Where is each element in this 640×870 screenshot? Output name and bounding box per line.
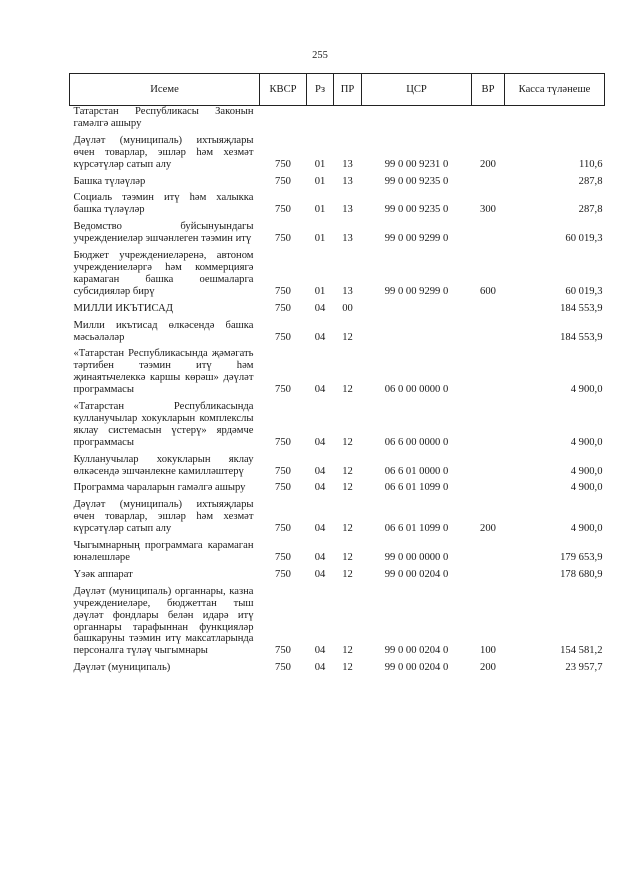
- cell-pr: 13: [342, 158, 353, 170]
- cell-amount: 4 900,0: [570, 465, 603, 477]
- cell-pr: 13: [342, 285, 353, 297]
- cell-kvsr: 750: [275, 233, 291, 245]
- header-vr: ВР: [472, 74, 505, 106]
- table-row: [70, 216, 605, 245]
- cell-vr: [472, 216, 505, 245]
- table-row: [70, 315, 605, 344]
- cell-name: Социаль тәэмин итү һәм халыкка башка түләүләр: [73, 192, 254, 216]
- cell-rz: 01: [314, 175, 326, 187]
- table-row: [70, 564, 605, 581]
- cell-name: Ведомство буйсынуындагы учреждениеләр эшчәнлеген тәэмин итү: [73, 221, 254, 245]
- cell-amount: [505, 106, 605, 130]
- cell-csr: [362, 298, 472, 315]
- cell-vr: [472, 343, 505, 396]
- cell-amount: 23 957,7: [565, 662, 603, 674]
- cell-csr: 06 0 00 0000 0: [384, 384, 449, 396]
- cell-pr: 00: [342, 302, 353, 314]
- cell-pr: 12: [342, 331, 353, 343]
- cell-amount: 184 553,9: [560, 302, 603, 314]
- cell-rz: 04: [314, 384, 326, 396]
- cell-pr: 12: [342, 436, 353, 448]
- cell-kvsr: 750: [275, 645, 291, 657]
- cell-vr: 200: [480, 662, 496, 674]
- cell-kvsr: 750: [275, 302, 291, 314]
- cell-rz: 04: [314, 645, 326, 657]
- cell-amount: 184 553,9: [560, 331, 603, 343]
- cell-amount: 287,8: [578, 204, 603, 216]
- cell-pr: 13: [342, 204, 353, 216]
- cell-name: «Татарстан Республикасында җәмәгать тәртибен тәэмин итү һәм җинаятьчелеккә каршы көрәш» дәүләт программасы: [73, 348, 254, 396]
- cell-amount: 60 019,3: [565, 285, 603, 297]
- cell-name: Чыгымнарның программага карамаган юнәлешләре: [73, 540, 254, 563]
- table-row: [70, 171, 605, 188]
- cell-name: Башка түләүләр: [73, 175, 146, 187]
- table-row: [70, 477, 605, 494]
- cell-amount: 4 900,0: [570, 482, 603, 494]
- cell-amount: 4 900,0: [570, 523, 603, 535]
- cell-rz: [307, 106, 334, 130]
- cell-kvsr: 750: [275, 465, 291, 477]
- cell-pr: 12: [342, 523, 353, 535]
- cell-name: Дәүләт (муниципаль) органнары, казна учреждениеләре, бюджеттан тыш дәүләт фондлары белән идарә итү органнары тарафыннан функцияләр башкаруны тәэмин итү максатларында персоналга түләү чыгымнары: [73, 585, 254, 657]
- cell-pr: 13: [342, 233, 353, 245]
- table-row: [70, 535, 605, 564]
- table-row: [70, 396, 605, 449]
- cell-csr: 99 0 00 0204 0: [384, 645, 449, 657]
- cell-kvsr: 750: [275, 568, 291, 580]
- cell-amount: 179 653,9: [560, 552, 603, 563]
- cell-pr: 12: [342, 662, 353, 674]
- cell-pr: 12: [342, 568, 353, 580]
- cell-rz: 04: [314, 662, 326, 674]
- header-pr: ПР: [334, 74, 362, 106]
- cell-rz: 04: [314, 568, 326, 580]
- cell-csr: 06 6 00 0000 0: [384, 436, 449, 448]
- cell-csr: [362, 106, 472, 130]
- table-row: [70, 187, 605, 216]
- cell-name: Милли икътисад өлкәсендә башка мәсьәләләр: [73, 319, 254, 343]
- cell-name: Программа чараларын гамәлгә ашыру: [73, 482, 246, 494]
- cell-rz: 04: [314, 482, 326, 494]
- cell-rz: 01: [314, 204, 326, 216]
- cell-vr: [472, 106, 505, 130]
- header-csr: ЦСР: [362, 74, 472, 106]
- budget-table: [69, 73, 605, 674]
- cell-name: Үзәк аппарат: [73, 568, 133, 580]
- cell-csr: 99 0 00 0204 0: [384, 568, 449, 580]
- cell-rz: 01: [314, 285, 326, 297]
- cell-name: Кулланучылар хокукларын яклау өлкәсендә эшчәнлекне камилләштерү: [73, 453, 254, 477]
- cell-vr: [472, 298, 505, 315]
- table-row: [70, 449, 605, 478]
- cell-kvsr: 750: [275, 285, 291, 297]
- cell-name: Дәүләт (муниципаль) ихтыяҗлары өчен товарлар, эшләр һәм хезмәт күрсәтүләр сатып алу: [73, 134, 254, 170]
- table-row: [70, 298, 605, 315]
- cell-name: «Татарстан Республикасында кулланучылар хокукларын комплекслы яклау системасын үстерү» ярдәмче программасы: [73, 401, 254, 448]
- cell-rz: 04: [314, 523, 326, 535]
- cell-csr: 06 6 01 1099 0: [384, 523, 449, 535]
- cell-amount: 110,6: [579, 158, 603, 170]
- cell-kvsr: 750: [275, 482, 291, 494]
- cell-pr: 12: [342, 552, 353, 563]
- cell-csr: 99 0 00 9231 0: [384, 158, 449, 170]
- cell-csr: 99 0 00 0204 0: [384, 662, 449, 674]
- cell-kvsr: 750: [275, 436, 291, 448]
- header-kassa: Касса түләнеше: [505, 74, 605, 106]
- cell-pr: 12: [342, 645, 353, 657]
- cell-kvsr: 750: [275, 552, 291, 563]
- cell-vr: 300: [480, 204, 496, 216]
- cell-vr: [472, 564, 505, 581]
- cell-pr: 12: [342, 465, 353, 477]
- cell-kvsr: 750: [275, 331, 291, 343]
- cell-csr: 99 0 00 9299 0: [384, 285, 449, 297]
- cell-rz: 04: [314, 302, 326, 314]
- cell-name: Бюджет учреждениеләренә, автоном учреждениеләргә һәм коммерциягә карамаган башка оешмаларга субсидияләр бирү: [73, 250, 254, 297]
- cell-name: МИЛЛИ ИКЪТИСАД: [73, 302, 173, 314]
- cell-name: Дәүләт (муниципаль) ихтыяҗлары өчен товарлар, эшләр һәм хезмәт күрсәтүләр сатып алу: [73, 499, 254, 535]
- cell-rz: 04: [314, 331, 326, 343]
- table-body: [70, 106, 605, 675]
- table-row: [70, 494, 605, 535]
- cell-amount: 178 680,9: [560, 568, 603, 580]
- cell-rz: 01: [314, 233, 326, 245]
- cell-vr: [472, 535, 505, 564]
- page-number: 255: [312, 50, 328, 61]
- cell-csr: 99 0 00 9235 0: [384, 204, 449, 216]
- cell-name: Татарстан Республикасы Законын гамәлгә ашыру: [73, 106, 254, 129]
- header-name: Исеме: [70, 74, 260, 106]
- cell-csr: 06 6 01 0000 0: [384, 465, 449, 477]
- cell-rz: 04: [314, 465, 326, 477]
- cell-vr: 200: [480, 158, 496, 170]
- cell-vr: 600: [480, 285, 496, 297]
- cell-vr: 200: [480, 523, 496, 535]
- cell-vr: [472, 171, 505, 188]
- table-row: [70, 245, 605, 298]
- cell-kvsr: 750: [275, 204, 291, 216]
- cell-amount: 154 581,2: [560, 645, 603, 657]
- table-row: [70, 130, 605, 171]
- cell-vr: [472, 396, 505, 449]
- cell-csr: 06 6 01 1099 0: [384, 482, 449, 494]
- cell-kvsr: 750: [275, 662, 291, 674]
- cell-amount: 4 900,0: [570, 436, 603, 448]
- cell-kvsr: [260, 106, 307, 130]
- cell-vr: [472, 477, 505, 494]
- cell-rz: 04: [314, 436, 326, 448]
- cell-kvsr: 750: [275, 523, 291, 535]
- cell-amount: 4 900,0: [570, 384, 603, 396]
- cell-pr: 13: [342, 175, 353, 187]
- cell-csr: 99 0 00 0000 0: [384, 552, 449, 563]
- cell-csr: 99 0 00 9235 0: [384, 175, 449, 187]
- cell-csr: 99 0 00 9299 0: [384, 233, 449, 245]
- table-row: [70, 343, 605, 396]
- cell-rz: 01: [314, 158, 326, 170]
- cell-csr: [362, 315, 472, 344]
- table-header-row: [70, 74, 605, 106]
- header-rz: Рз: [307, 74, 334, 106]
- header-kvsr: КВСР: [260, 74, 307, 106]
- cell-pr: 12: [342, 482, 353, 494]
- cell-kvsr: 750: [275, 384, 291, 396]
- cell-kvsr: 750: [275, 175, 291, 187]
- cell-rz: 04: [314, 552, 326, 563]
- cell-amount: 287,8: [578, 175, 603, 187]
- table-row: [70, 581, 605, 657]
- cell-vr: [472, 315, 505, 344]
- cell-name: Дәүләт (муниципаль): [73, 662, 171, 674]
- table-row: [70, 106, 605, 130]
- cell-vr: [472, 449, 505, 478]
- cell-pr: [334, 106, 362, 130]
- cell-pr: 12: [342, 384, 353, 396]
- cell-kvsr: 750: [275, 158, 291, 170]
- cell-vr: 100: [480, 645, 496, 657]
- cell-amount: 60 019,3: [565, 233, 603, 245]
- table-row: [70, 657, 605, 674]
